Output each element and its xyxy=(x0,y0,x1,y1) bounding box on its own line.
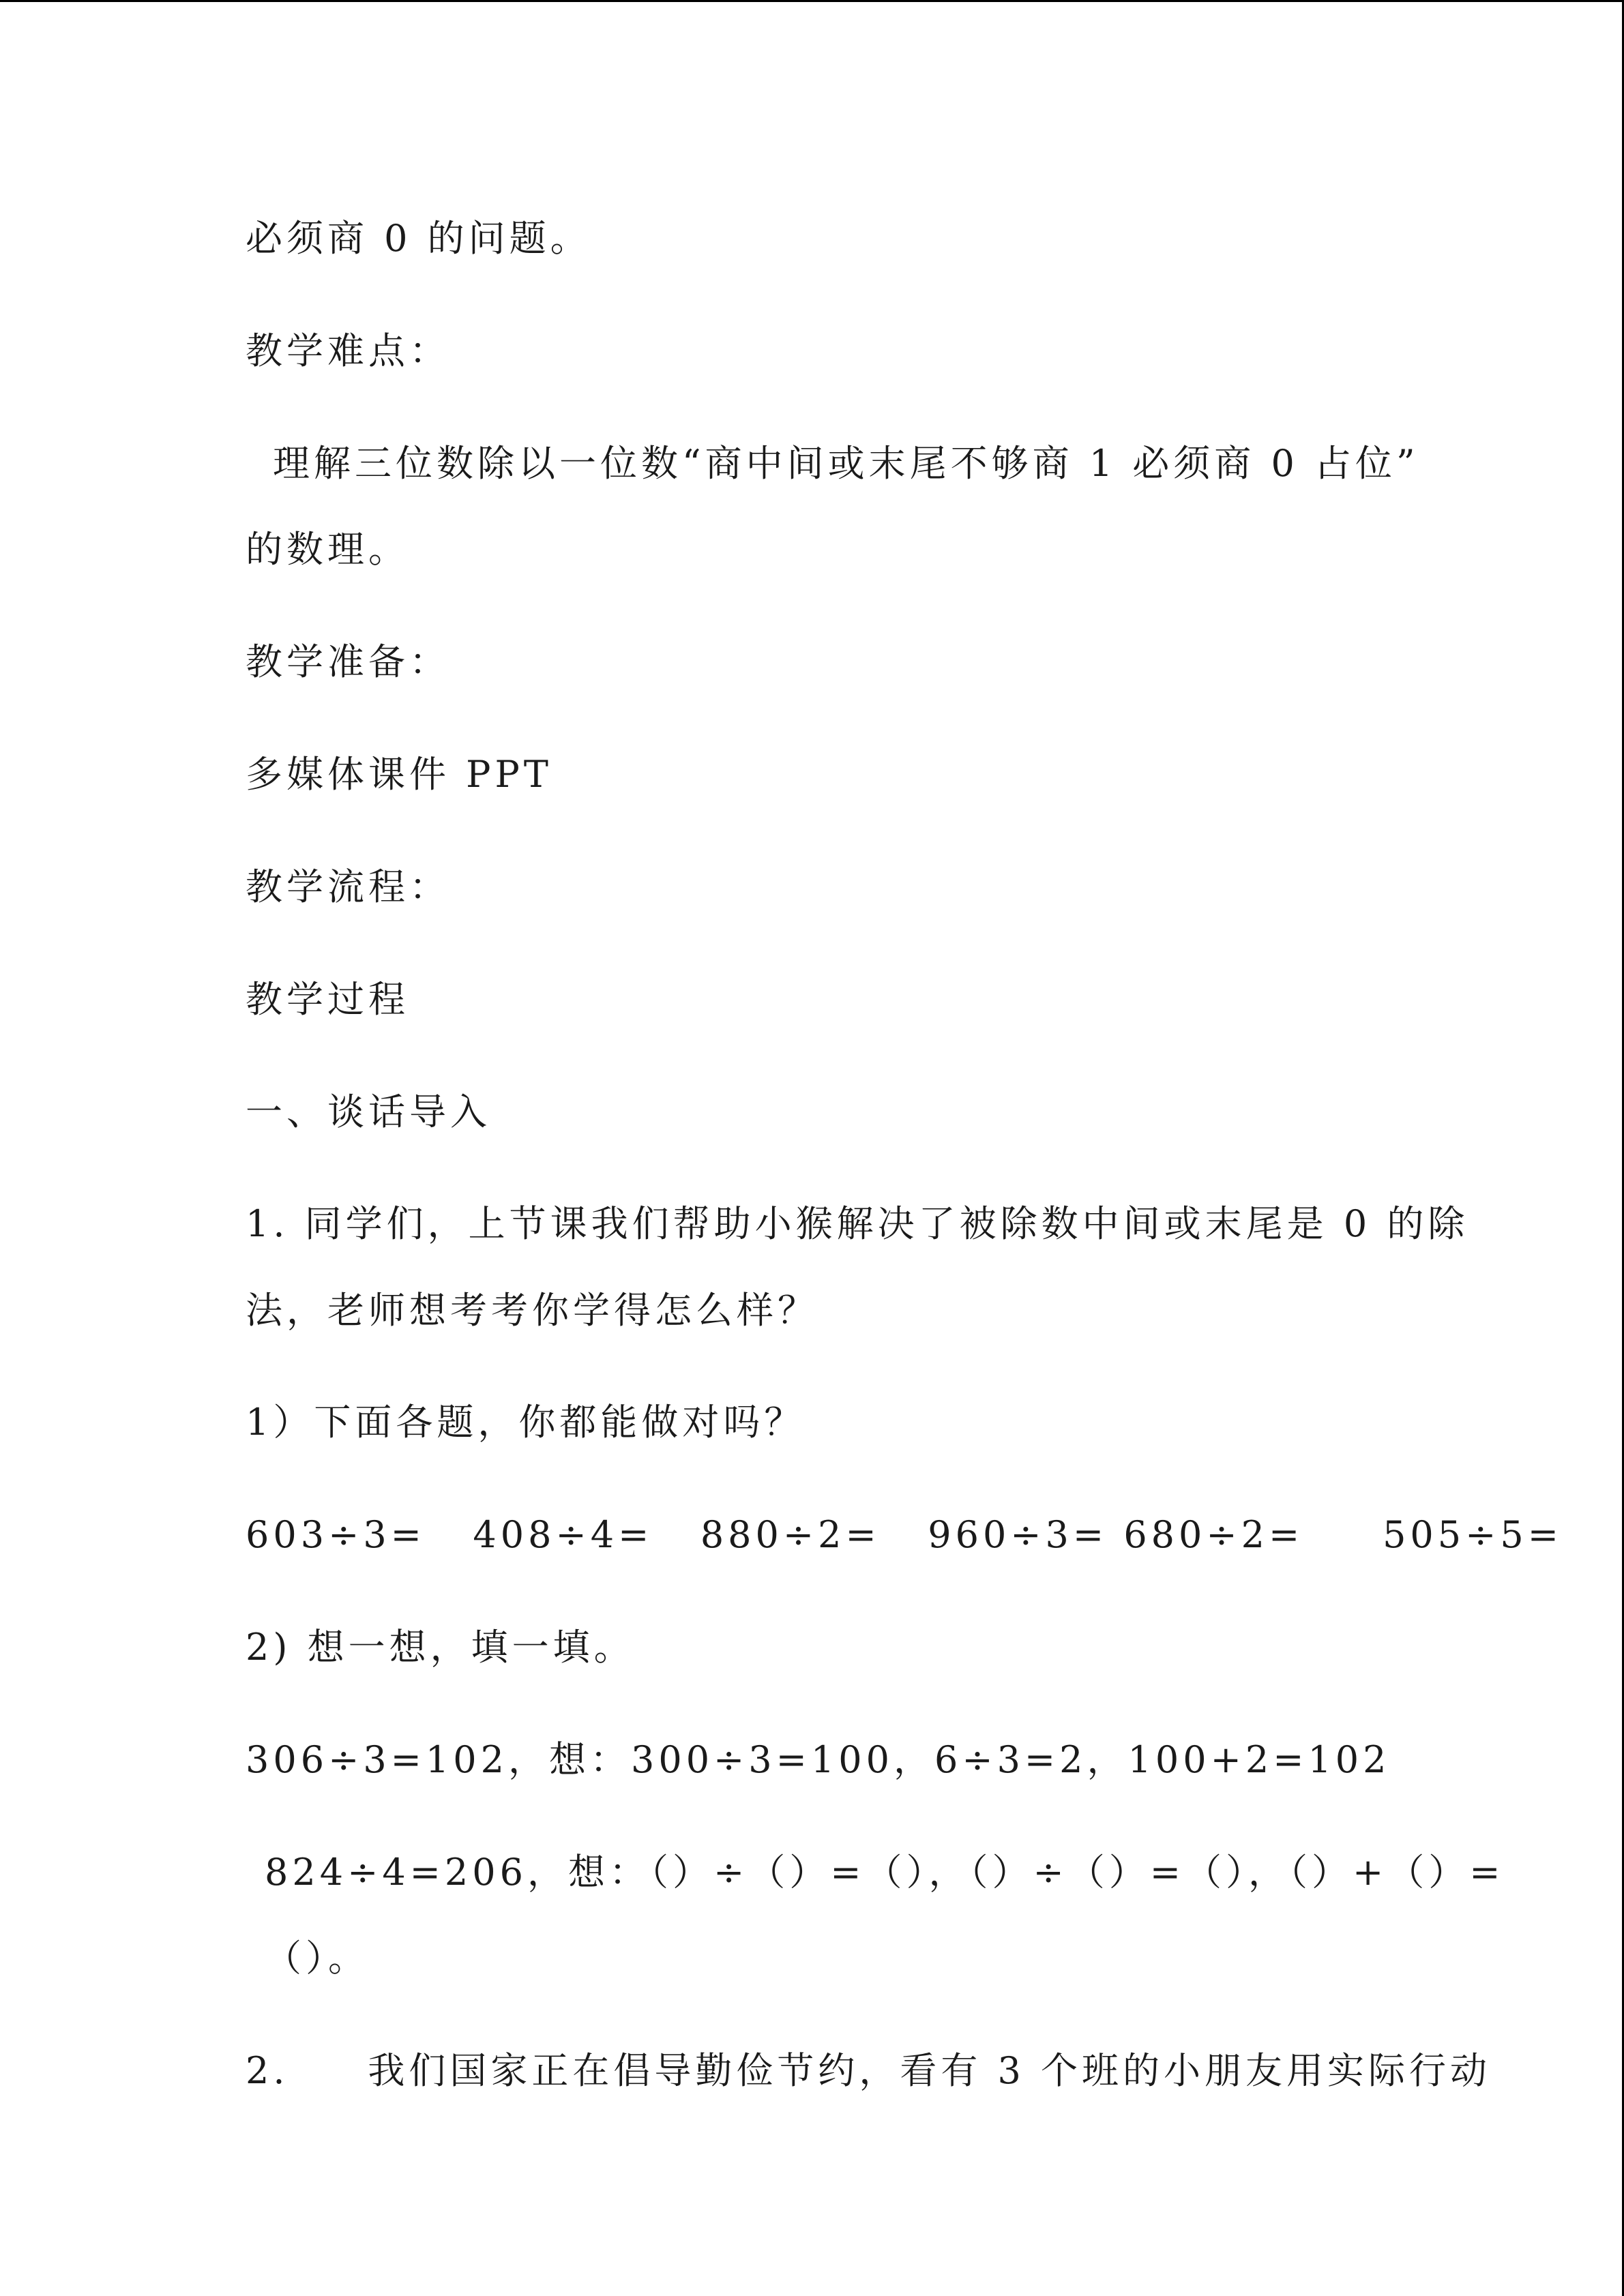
text-line-exercises: 603÷3= 408÷4= 880÷2= 960÷3= 680÷2= 505÷5= xyxy=(246,1513,1563,1556)
text-line-subitem-1: 1）下面各题，你都能做对吗？ xyxy=(246,1401,806,1444)
text-line-difficulty-cont: 的数理。 xyxy=(246,528,409,571)
text-line-fill-blank: 824÷4=206，想：（）÷（）=（），（）÷（）=（），（）+（）= xyxy=(265,1851,1505,1894)
page-top-border xyxy=(0,0,1624,2)
heading-teaching-preparation: 教学准备： xyxy=(246,640,450,683)
text-line-1: 必须商 0 的问题。 xyxy=(246,217,591,260)
heading-teaching-process: 教学过程 xyxy=(246,978,409,1021)
text-line-difficulty: 理解三位数除以一位数“商中间或末尾不够商 1 必须商 0 占位” xyxy=(273,442,1419,485)
text-line-fill-blank-cont: （）。 xyxy=(265,1937,369,1980)
text-line-item-1: 1. 同学们，上节课我们帮助小猴解决了被除数中间或末尾是 0 的除 xyxy=(246,1202,1469,1245)
heading-teaching-difficulty: 教学难点： xyxy=(246,329,450,372)
heading-intro: 一、谈话导入 xyxy=(246,1090,491,1133)
heading-teaching-flow: 教学流程： xyxy=(246,865,450,908)
text-line-example: 306÷3=102，想：300÷3=100，6÷3=2，100+2=102 xyxy=(246,1738,1391,1781)
text-line-subitem-2: 2) 想一想，填一填。 xyxy=(246,1626,635,1669)
text-line-item-1-cont: 法，老师想考考你学得怎么样？ xyxy=(246,1289,818,1332)
text-line-item-2: 2. 我们国家正在倡导勤俭节约，看有 3 个班的小朋友用实际行动 xyxy=(246,2049,1492,2092)
text-line-preparation: 多媒体课件 PPT xyxy=(246,753,552,796)
